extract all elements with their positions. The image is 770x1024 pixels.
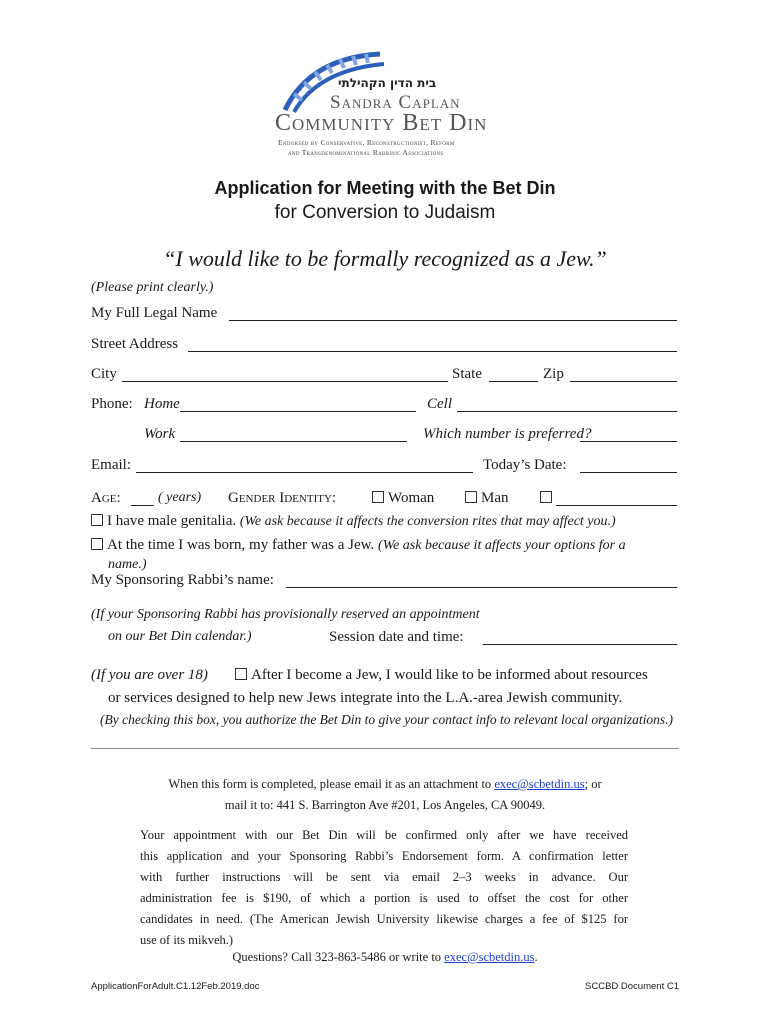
today-field[interactable] xyxy=(580,472,677,473)
reserved-note-line2: on our Bet Din calendar.) xyxy=(108,629,252,644)
full-name-field[interactable] xyxy=(229,320,677,321)
woman-checkbox[interactable] xyxy=(372,491,384,503)
today-label: Today’s Date: xyxy=(483,457,567,473)
page-title: Application for Meeting with the Bet Din xyxy=(214,178,556,198)
age-label: Age: xyxy=(91,490,121,506)
work-phone-field[interactable] xyxy=(180,441,407,442)
father-checkbox[interactable] xyxy=(91,538,103,550)
preferred-field[interactable] xyxy=(580,441,677,442)
logo-endorse-line2: and Transdenominational Rabbinic Associations xyxy=(288,148,444,157)
para-line: candidates in need. (The American Jewish University likewise charges a fee of $125 for xyxy=(140,912,628,926)
print-note: (Please print clearly.) xyxy=(91,280,214,295)
home-phone-field[interactable] xyxy=(180,411,416,412)
logo-hebrew: בית הדין הקהילתי xyxy=(338,76,437,90)
street-label: Street Address xyxy=(91,336,179,352)
para-line: with further instructions will be sent via email 2–3 weeks in advance. Our xyxy=(140,870,628,884)
questions-line xyxy=(0,950,770,965)
rabbi-label: My Sponsoring Rabbi’s name: xyxy=(91,572,274,588)
para-line: use of its mikveh.) xyxy=(140,933,234,947)
authorize-note: (By checking this box, you authorize the Bet Din to give your contact info to relevant local organizations.) xyxy=(100,712,673,727)
male-genitalia-note: (We ask because it affects the conversion rites that may affect you.) xyxy=(239,514,616,529)
doc-filename: ApplicationForAdult.C1.12Feb.2019.doc xyxy=(91,981,260,992)
over18-label: (If you are over 18) xyxy=(91,667,208,683)
logo-name-line2: Community Bet Din xyxy=(275,110,488,136)
father-note: (We ask because it affects your options for a xyxy=(378,538,626,553)
cell-phone-field[interactable] xyxy=(457,411,677,412)
woman-option[interactable] xyxy=(372,490,434,507)
street-field[interactable] xyxy=(188,351,677,352)
male-genitalia-checkbox[interactable] xyxy=(91,514,103,526)
resources-option[interactable] xyxy=(235,667,648,684)
male-genitalia-label: I have male genitalia. xyxy=(107,513,237,529)
man-label: Man xyxy=(481,490,509,506)
zip-field[interactable] xyxy=(570,381,677,382)
city-label: City xyxy=(91,366,117,382)
home-label: Home xyxy=(144,396,180,412)
questions-email-link[interactable]: exec@scbetdin.us xyxy=(444,950,535,964)
completed-text-a: When this form is completed, please email it as an attachment to xyxy=(168,777,495,791)
completed-line1 xyxy=(0,777,770,792)
logo-endorse-line1: Endorsed by Conservative, Reconstructionist, Reform xyxy=(278,138,455,147)
age-field[interactable] xyxy=(131,505,154,506)
resources-checkbox[interactable] xyxy=(235,668,247,680)
man-checkbox[interactable] xyxy=(465,491,477,503)
reserved-note-line1: (If your Sponsoring Rabbi has provisionally reserved an appointment xyxy=(91,607,480,622)
doc-id: SCCBD Document C1 xyxy=(585,981,679,992)
city-field[interactable] xyxy=(122,381,448,382)
session-label: Session date and time: xyxy=(329,629,464,645)
para-line: Your appointment with our Bet Din will be confirmed only after we have received xyxy=(140,828,628,842)
divider xyxy=(91,748,679,749)
resources-label-cont: or services designed to help new Jews integrate into the L.A.-area Jewish community. xyxy=(108,690,623,706)
other-gender-field[interactable] xyxy=(556,505,677,506)
other-gender-option[interactable] xyxy=(540,490,556,507)
state-field[interactable] xyxy=(489,381,538,382)
appointment-paragraph xyxy=(140,825,628,951)
questions-end: . xyxy=(534,950,538,964)
preferred-label: Which number is preferred? xyxy=(423,426,592,442)
work-label: Work xyxy=(144,426,176,442)
cell-label: Cell xyxy=(427,396,452,412)
email-link[interactable]: exec@scbetdin.us xyxy=(494,777,585,791)
completed-line2: mail it to: 441 S. Barrington Ave #201, Los Angeles, CA 90049. xyxy=(224,798,546,812)
email-field[interactable] xyxy=(136,472,473,473)
page-subtitle: for Conversion to Judaism xyxy=(274,202,496,223)
rabbi-field[interactable] xyxy=(286,587,677,588)
father-note-cont: name.) xyxy=(108,557,147,572)
state-label: State xyxy=(452,366,482,382)
questions-text: Questions? Call 323-863-5486 or write to xyxy=(232,950,445,964)
years-label: ( years) xyxy=(158,490,202,505)
page-quote: “I would like to be formally recognized as a Jew.” xyxy=(163,246,607,271)
zip-label: Zip xyxy=(543,366,564,382)
man-option[interactable] xyxy=(465,490,509,507)
full-name-label: My Full Legal Name xyxy=(91,305,218,321)
para-line: this application and your Sponsoring Rabbi’s Endorsement form. A confirmation letter xyxy=(140,849,628,863)
completed-text-b: ; or xyxy=(584,777,602,791)
phone-label: Phone: xyxy=(91,396,133,412)
other-gender-checkbox[interactable] xyxy=(540,491,552,503)
father-label: At the time I was born, my father was a Jew. xyxy=(107,537,375,553)
session-field[interactable] xyxy=(483,644,677,645)
male-genitalia-option[interactable] xyxy=(91,513,616,530)
logo xyxy=(270,48,510,158)
logo-name-line1: Sandra Caplan xyxy=(330,92,461,113)
gender-label: Gender Identity: xyxy=(228,490,337,506)
resources-label: After I become a Jew, I would like to be informed about resources xyxy=(251,667,648,683)
email-label: Email: xyxy=(91,457,131,473)
woman-label: Woman xyxy=(388,490,435,506)
father-option[interactable] xyxy=(91,537,626,554)
para-line: administration fee is $190, of which a portion is used to offset the cost for other xyxy=(140,891,628,905)
